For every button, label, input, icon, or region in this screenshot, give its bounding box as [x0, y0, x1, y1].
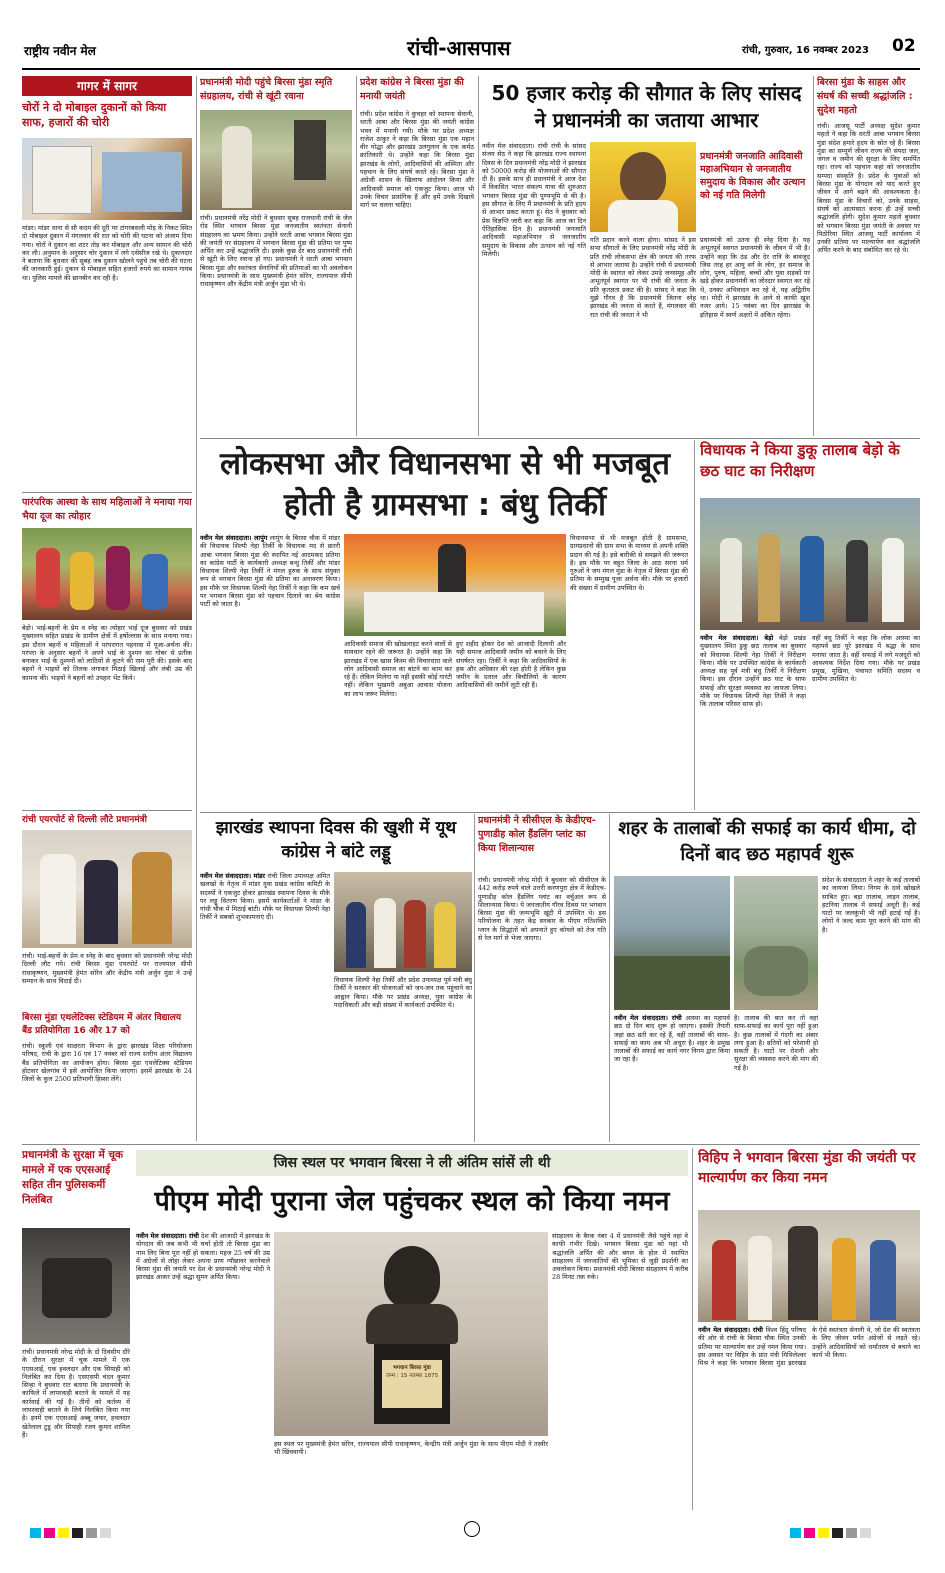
bust-photo	[274, 1232, 548, 1436]
col3-headline: प्रदेश कांग्रेस ने बिरसा मुंडा की मनायी जयंती	[360, 77, 464, 102]
jail-body-left	[136, 1232, 270, 1436]
newspaper-logo: राष्ट्रीय नवीन मेल	[24, 44, 96, 58]
pond-photo-1	[614, 876, 730, 1010]
column-divider	[474, 814, 475, 1142]
youth-body-right: विधायक शिल्पी नेहा तिर्की और प्रदेश उपाध्यक्ष पूर्व मंत्री बंधु तिर्की ने सरकार की योजनाओं को जन-जन तक पहुंचाने का आह्वान किया। मौके पर प्रखंड अध्यक्ष, युवा कांग्रेस के पदाधिकारी और बड़ी संख्या में कार्यकर्ता उपस्थित थे।	[334, 976, 472, 1009]
swatch-magenta	[804, 1528, 815, 1538]
jail-byline: नवीन मेल संवाददाता। रांची	[136, 1232, 199, 1240]
col2-headline: प्रधानमंत्री मोदी पहुंचे बिरसा मुंडा स्मृति संग्रहालय, रांची से खूंटी रवाना	[200, 77, 333, 102]
swatch-cyan	[30, 1528, 41, 1538]
swatch-grey	[86, 1528, 97, 1538]
jail-strap: जिस स्थल पर भगवान बिरसा ने ली अंतिम सांसें ली थी	[136, 1150, 688, 1176]
talab-headline: शहर के तालाबों की सफाई का कार्य धीमा, दो दिनों बाद छठ महापर्व शुरू	[618, 818, 916, 865]
youth-text-left: रांची जिला उपाध्यक्ष अमित खलखो के नेतृत्व में मांडर युवा प्रखंड कांग्रेस कमिटी के सदस्यों ने एकजुट होकर झारखंड स्थापना दिवस के मौके पर लड्डू वितरण किया। इसमें कार्यकर्ताओं ने मांडर के गांधी चौक में मिठाई बांटी। मौके पर विधायक शिल्पी नेहा तिर्की ने सबको शुभकामनाएं दी।	[200, 872, 330, 922]
jail-headline: पीएम मोदी पुराना जेल पहुंचकर स्थल को किया नमन	[154, 1186, 670, 1217]
gramsabha-headline: लोकसभा और विधानसभा से भी मजबूत होती है ग्रामसभा : बंधु तिर्की	[219, 446, 671, 523]
gramsabha-text-left: लापुंग के बिरसा चौक में मांडर की विधायक शिल्पी नेहा तिर्की के विधायक मद से छतरी आबा भगवान बिरसा मुंडा की स्थापित नई आदमकद प्रतिमा का कांग्रेस पार्टी के कार्यकारी अध्यक्ष बन्धु तिर्की और मांडर विधायक शिल्पी नेहा तिर्की ने मंगल हुरुक के साथ संयुक्त रूप से भगवान बिरसा मुंडा की प्रतिमा का अनावरण किया। इस मौके पर विधायक शिल्पी नेहा तिर्की ने कहा कि कम खर्च पर भगवान बिरसा मुंडा को पहचान दिलाने का श्रेय कांग्रेस पार्टी को जाता है।	[200, 534, 340, 609]
column-divider	[356, 76, 357, 436]
pm-airport-photo	[22, 830, 192, 948]
talab-body-right: संदेश के संवाददाता ने शहर के कई तालाबों का जायजा लिया। निगम के दावे खोखले साबित हुए। बड़ा तालाब, लाइन तालाब, हटनिया तालाब में सफाई अधूरी है। कई घाटों पर जलकुंभी भी नहीं हटाई गई है। लोगों ने जल्द काम पूरा करने की मांग की है।	[822, 876, 920, 934]
vidhayak-body-right: वहीं बंधु तिर्की ने कहा कि लोक आस्था का महापर्व छठ पूरे झारखंड में श्रद्धा के साथ मनाया जाता है। वहीं सफाई में लगे मजदूरों को आवश्यक निर्देश दिया गया। मौके पर प्रखंड प्रमुख, मुखिया, पंचायत समिति सदस्य व ग्रामीण उपस्थित थे।	[812, 634, 920, 684]
ccl-headline: प्रधानमंत्री ने सीसीएल के केडीएच-पुणाडीह कोल हैंडलिंग प्लांट का किया शिलान्यास	[478, 815, 596, 854]
bust-plaque	[382, 1360, 442, 1408]
police-photo	[22, 1228, 130, 1344]
right-top-headline: बिरसा मुंडा के साहस और संघर्ष की सच्ची श्रद्धांजलि : सुदेश महतो	[817, 77, 913, 116]
youth-byline: नवीन मेल संवाददाता। मांडर	[200, 872, 266, 880]
divider	[200, 812, 920, 813]
swatch-black	[72, 1528, 83, 1538]
story5-body: रांची। प्रधानमंत्री नरेन्द्र मोदी के दो दिवसीय दौरे के दौरान सुरक्षा में चूक मामले में एक एएसआई, एक हवलदार और एक सिपाही को निलंबित कर दिया है। एसएसपी चंदन कुमार सिन्हा ने बुधवार रात बताया कि प्रधानमंत्री के काफिले में लापरवाही बरतने के मामले में यह कार्रवाई की गई है। तीनों को कर्तव्य में लापरवाही बरतने के लिये निलंबित किया गया है। इनमें एक एएसआई अब्बू जफर, हवलदार खेतेलाल टुडू और सिपाही रंजन कुमार शामिल हैं।	[22, 1348, 130, 1439]
section-band: गागर में सागर	[22, 76, 192, 96]
talab-text-left: आस्था का महापर्व छठ दो दिन बाद शुरू हो जाएगा। इसकी तैयारी जहां छठ व्रती कर रहे हैं, वहीं तालाबों की साफ-सफाई का काम अब भी अधूरा है। शहर के प्रमुख तालाबों की सफाई का कार्य नगर निगम द्वारा किया जा रहा है।	[614, 1014, 730, 1064]
column-divider	[478, 76, 479, 436]
youth-body-left	[200, 872, 330, 1140]
divider	[22, 492, 192, 493]
gramsabha-body-mid2: हुए शहीद होकर देश को आजादी दिलायी और यही समाज आदिवासी जमीन को बचाने के लिए संघर्षरत रहा। तिर्की ने कहा कि आदिवासियों के हक और अधिकार की रक्षा होती है लेकिन कुछ जमीन के दलाल और बिचौलियों के कारण आदिवासियों की जमीनें लूटी रही हैं।	[456, 640, 566, 690]
page-number: 02	[892, 36, 916, 56]
vidhayak-body-left	[700, 634, 806, 810]
column-divider	[694, 440, 695, 810]
statue-unveil-photo	[344, 534, 566, 636]
right-top-body: रांची। आजसू पार्टी अध्यक्ष सुदेश कुमार महतो ने कहा कि धरती आबा भगवान बिरसा मुंडा संदेश हमारे हृदय के स्रोत रहे हैं। बिरसा मुंडा का सम्पूर्ण जीवन राज्य की संपदा जल, जंगल व जमीन की सुरक्षा के लिए समर्पित रहा। राज्य को पहचान कहां को जनजातीय सम्पदा संस्कृति है। प्रदेश के युवाओं को बिरसा मुंडा के योगदान को याद करते हुए जीवन में आगे बढ़ने की आवश्यकता है। बिरसा मुंडा के विचारों को, उनके साहस, संघर्ष को आत्मसात करना ही उन्हें सच्ची श्रद्धांजलि होगी। सुदेश कुमार महतो बुधवार को भगवान बिरसा मुंडा जयंती के अवसर पर पिठोरिया स्थित आजसू पार्टी कार्यालय में उनकी प्रतिमा पर माल्यार्पण कर श्रद्धांजलि अर्पित करने के बाद संबोधित कर रहे थे।	[817, 122, 920, 255]
talab-body-mid: है। तालाब की बात कर तो वहां साफ-सफाई का कार्य पूरा नहीं हुआ है। कुछ तालाबों में गंदगी का अंबार लगा हुआ है। व्रतियों को परेशानी हो सकती है। घाटों पर रोशनी और सुरक्षा की व्यवस्था करने की मांग की गई है।	[734, 1014, 818, 1072]
bhai-dooj-photo	[22, 528, 192, 620]
ccl-body: रांची। प्रधानमंत्री नरेन्द्र मोदी ने बुधवार को सीसीएल के 442 करोड़ रुपये वाले उत्तरी करणपुरा क्षेत्र में केडीएच-पुणाडीह कोल हैंडलिंग प्लांट का वर्चुअल रूप से शिलान्यास किया। ये जनजातीय गौरव दिवस पर भगवान बिरसा मुंडा की जन्मभूमि खूंटी में उपस्थित थे। इस परियोजना के तहत केंद्र सरकार के पीएम गतिशक्ति प्लान के सिद्धांतों को अपनाते हुए कोयले को तेज गति से रेल मार्ग से भेजा जाएगा।	[478, 876, 606, 943]
story1-body: मांडर। मांडर थाना से सौ कदम की दूरी पर टांगरबसली मोड़ के निकट स्थित दो मोबाइल दुकान में मंगलवार की रात को चोरी की घटना को अंजाम दिया गया। चोरों ने दुकान का शटर तोड़ कर मोबाइल और अन्य सामान की चोरी कर ली। अनुमान के अनुसार चोर दुकान में लगे एसेसीज रखे थे। दुकानदार ने बताया कि बुधवार की सुबह जब दुकान खोलने पहुंचे तब चोरी की घटना की जानकारी हुई। दुकान से मोबाइल सहित हजारों रुपये का सामान गायब था। पुलिस मामले की छानबीन कर रही है।	[22, 224, 192, 282]
gramsabha-body-left	[200, 534, 340, 810]
column-divider	[196, 76, 197, 1141]
story3-body: रांची। भाई-बहनों के प्रेम व स्नेह के बाद बुधवार को प्रधानमंत्री नरेन्द्र मोदी दिल्ली लौट गये। रांची बिरसा मुंडा एयरपोर्ट पर राज्यपाल सीपी राधाकृष्णन, मुख्यमंत्री हेमंत सोरेन और केंद्रीय मंत्री अर्जुन मुंडा ने उन्हें सम्मान के साथ विदाई दी।	[22, 952, 192, 985]
laddu-distribution-photo	[334, 872, 472, 972]
story4-body: रांची। स्कूली एवं साक्षरता विभाग के द्वारा झारखंड शिक्षा परियोजना परिषद, रांची के द्वारा 16 एवं 17 नवंबर को राज्य स्तरीय अंतर विद्यालय बैंड प्रतियोगिता का आयोजन होगा। बिरसा मुंडा एथलेटिक्स स्टेडियम होटवार खेलगांव में इसे आयोजित किया जाएगा। इसमें झारखंड के 24 जिलों के कुल 2500 प्रतिभागी हिस्सा लेंगे।	[22, 1042, 192, 1084]
color-bar-right	[790, 1524, 920, 1538]
talab-body-left	[614, 1014, 730, 1140]
top-headline: 50 हजार करोड़ की सौगात के लिए सांसद ने प्रधानमंत्री का जताया आभार	[491, 81, 802, 132]
vhp-garland-photo	[698, 1210, 920, 1322]
vidhayak-byline: नवीन मेल संवाददाता। बेड़ो	[700, 634, 774, 642]
youth-headline: झारखंड स्थापना दिवस की खुशी में यूथ कांग्रेस ने बांटे लड्डू	[215, 818, 457, 862]
mobile-shop-photo	[22, 138, 192, 220]
gramsabha-byline: नवीन मेल संवाददाता। लापुंग	[200, 534, 268, 542]
vhp-body	[698, 1326, 920, 1510]
swatch-cyan	[790, 1528, 801, 1538]
chhath-ghat-photo	[700, 498, 920, 630]
swatch-grey	[846, 1528, 857, 1538]
vidhayak-text-left: बेड़ो प्रखंड मुख्यालय स्थित डुकू छठ तालाब का बुधवार को विधायक शिल्पी नेहा तिर्की ने निरीक्षण किया। मौके पर उपस्थित कांग्रेस के कार्यकारी अध्यक्ष सह पूर्व मंत्री बंधु तिर्की ने निरीक्षण किया। इस दौरान उन्होंने छठ घाट के साफ सफाई और सुरक्षा व्यवस्था का जायजा लिया। मौके पर विधायक शिल्पी नेहा तिर्की ने कहा कि तालाब परिसर साफ हो।	[700, 634, 806, 709]
top-body-left: नवीन मेल संवाददाता। रांची रांची के सांसद संजय सेठ ने कहा कि झारखंड राज्य स्थापना दिवस के दिन प्रधानमंत्री नरेंद्र मोदी ने झारखंड को 50000 करोड़ की योजनाओं की सौगात दी है। इसके साथ ही प्रधानमंत्री ने आज देश में विकसित भारत संकल्प यात्रा की शुरुआत भगवान बिरसा मुंडा की पुण्यभूमि से की है। इस सौगात के लिए मैं प्रधानमंत्री के प्रति हृदय से आभार प्रकट करता हूं। सेठ ने बुधवार को प्रेस विज्ञप्ति जारी कर कहा कि आज का दिन ऐतिहासिक दिन है। प्रधानमंत्री जनजाति आदिवासी महाअभियान से जनजातीय समुदाय के विकास और उत्थान को नई गति मिलेगी।	[482, 142, 586, 258]
jail-text-left: देश की आजादी में झारखंड के योगदान की जब कभी भी चर्चा होती तो बिरसा मुंडा का नाम लिए बिना पूरा नहीं हो सकता। महज 25 वर्ष की उम्र में अंग्रेजों से लोहा लेकर अपना प्राण न्यौछावर करनेवाले बिरसा मुंडा की जयंती पर देश के प्रधानमंत्री नरेन्द्र मोदी ने झारखंड आकर उन्हें श्रद्धा सुमन अर्पित किया।	[136, 1232, 270, 1282]
swatch-lightgrey	[100, 1528, 111, 1538]
col3-body: रांची। प्रदेश कांग्रेस ने कुचहर को स्थापना सेवानी, धरती आबा और बिरसा मुंडा की जयंती कांग्रेस भवन में मनायी गयी। मौके पर प्रदेश अध्यक्ष राजेश ठाकुर ने कहा कि बिरसा मुंडा एक महान वीर योद्धा और झारखंड उलगुलान के एक कर्मठ क्रांतिकारी थे। उन्होंने कहा कि बिरसा मुंडा झारखंड के लोगों, आदिवासियों की अस्मिता और पहचान के लिए संघर्ष करते रहे। बिरसा मुंडा ने अंग्रेजी शासन के खिलाफ आंदोलन किया और आदिवासी समाज को एकजुट किया। आज भी उनके विचार प्रासंगिक हैं और हमें उनके दिखाये मार्ग पर चलना चाहिए।	[360, 110, 474, 210]
vhp-text: विश्व हिंदू परिषद की ओर से रांची के बिरसा चौक स्थित उनकी प्रतिमा पर माल्यार्पण कर उन्हें नमन किया गया। इस अवसर पर विहिप के प्रांत मंत्री मिथिलेश्वर मिश्र ने कहा कि भगवान बिरसा मुंडा झारखंड के ऐसे स्वतंत्रता सेनानी थे, जो देश की स्वतंत्रता के लिए जीवन पर्यंत अंग्रेजों से लड़ते रहे। उन्होंने आदिवासियों को धर्मांतरण से बचाने का कार्य भी किया।	[698, 1326, 920, 1368]
plaque-subtitle: जन्म : 15 नवम्बर 1875	[385, 1373, 439, 1379]
story3-headline: रांची एयरपोर्ट से दिल्ली लौटे प्रधानमंत्री	[22, 815, 147, 825]
swatch-magenta	[44, 1528, 55, 1538]
pond-photo-2	[734, 876, 818, 1010]
divider	[200, 438, 920, 439]
column-divider	[692, 1148, 693, 1510]
col2-body: रांची। प्रधानमंत्री नरेंद्र मोदी ने बुधवार सुबह राजधानी रांची के जेल रोड स्थित भगवान बिरसा मुंडा जनजातीय स्वतंत्रता सेनानी संग्रहालय का भ्रमण किया। उन्होंने धरती आबा भगवान बिरसा मुंडा की जयंती पर संग्रहालय में भगवान बिरसा मुंडा की प्रतिमा पर पुष्प अर्पित कर उन्हें श्रद्धांजलि दी। इसके कुछ देर बाद प्रधानमंत्री रांची से खूंटी के लिए रवाना हो गए। प्रधानमंत्री ने धरती आबा भगवान बिरसा मुंडा और स्वतंत्रता सेनानियों की प्रतिमाओं का भी अवलोकन किया। प्रधानमंत्री के साथ मुख्यमंत्री हेमंत सोरेन, राज्यपाल सीपी राधाकृष्णन और केंद्रीय मंत्री अर्जुन मुंडा भी थे।	[200, 214, 352, 289]
plaque-title: भगवान बिरसा मुंडा	[393, 1365, 431, 1371]
story1-headline: चोरों ने दो मोबाइल दुकानों को किया साफ, हजारों की चोरी	[22, 101, 167, 129]
vhp-headline: विहिप ने भगवान बिरसा मुंडा की जयंती पर माल्यार्पण कर किया नमन	[698, 1150, 916, 1186]
pull-quote: प्रधानमंत्री जनजाति आदिवासी महाअभियान से जनजातीय समुदाय के विकास और उत्थान को नई गति मिलेगी	[700, 151, 806, 201]
column-divider	[609, 814, 610, 1142]
column-divider	[813, 76, 814, 436]
story2-body: बेड़ो। भाई-बहनों के प्रेम व स्नेह का त्योहार भाई दूज बुधवार को प्रखंड मुख्यालय सहित प्रखंड के ग्रामीण क्षेत्रों में हर्षोल्लास के साथ मनाया गया। इस दौरान बहनों व महिलाओं ने परंपरागत पहनावा में पूजा-अर्चना की। परंपरा के अनुसार बहनों ने अपने भाई के दुश्मन का गोबर से प्रतीक बनाकर भाई के दुश्मनों को लाठियों से कूटने की रस्म पूरी की। इसके बाद बहनों ने भाइयों को तिलक लगाकर मिठाई खिलाई और लंबी उम्र की कामना की। भाइयों ने बहनों को उपहार भेंट किये।	[22, 624, 192, 682]
dateline: रांची, गुरुवार, 16 नवम्बर 2023	[742, 45, 869, 56]
gramsabha-body-right: विधानसभा से भी मजबूत होती है ग्रामसभा, ग्रामप्रधानों की ग्राम सभा के माध्यम से अपनी शक्ति प्रदान की गई है। इसे बारीकी से समझने की जरूरत है। इस मौके पर बहुत जिला के आठ सरना धर्म गुरुओं ने जय मंगल मुंडा के नेतृत्व में बिरसा मुंडा की प्रतिमा के सम्मुख पूजा अर्चना की। मौके पर हजारों की संख्या में ग्रामीण उपस्थित थे।	[570, 534, 688, 592]
registration-mark	[464, 1521, 480, 1537]
vidhayak-headline: विधायक ने किया डुकू तालाब बेड़ो के छठ घाट का निरीक्षण	[700, 441, 900, 480]
story4-headline: बिरसा मुंडा एथलेटिक्स स्टेडियम में अंतर विद्यालय बैंड प्रतियोगिता 16 और 17 को	[22, 1013, 182, 1036]
swatch-yellow	[818, 1528, 829, 1538]
swatch-yellow	[58, 1528, 69, 1538]
color-bar-left	[30, 1524, 230, 1538]
museum-photo	[200, 110, 352, 210]
mp-portrait-photo	[590, 142, 696, 232]
swatch-black	[832, 1528, 843, 1538]
divider	[22, 810, 192, 811]
story5-headline: प्रधानमंत्री के सुरक्षा में चूक मामले में एक एएसआई सहित तीन पुलिसकर्मी निलंबित	[22, 1149, 124, 1206]
vhp-byline: नवीन मेल संवाददाता। रांची	[698, 1326, 763, 1334]
gramsabha-body-mid1: आदिवासी समाज की खोखलाहट करने वालों से सावधान रहने की जरूरत है। उन्होंने कहा कि झारखंड में एक खास किस्म की विचारधारा वाले लोग आदिवासी समाज का बांटने का काम कर रहे हैं। लेकिन मिलेगा या नहीं इसकी कोई गारंटी नहीं। लेकिन भुखमरी अबुआ आवास योजना का लाभ जरूर मिलेगा।	[344, 640, 452, 698]
story2-headline: पारंपरिक आस्था के साथ महिलाओं ने मनाया गया भैया दूज का त्योहार	[22, 497, 192, 522]
top-body-right: प्रधानमंत्री को उतना ही स्नेह दिया है। यह अभूतपूर्व स्वागत प्रधानमंत्री के जीवन में भी है। उन्होंने कहा कि ठंड और देर रात्रि के बावजूद जिस तरह हर आयु वर्ग के लोग, हर समाज के लोग, पुरुष, महिला, बच्चों और युवा सड़कों पर खड़े होकर प्रधानमंत्री का जोरदार स्वागत कर रहे थे, उनका अभिवादन कर रहे थे, यह अद्वितीय था। मोदी ने झारखंड के आने से काफी खुश नजर आये। 15 नवंबर का दिन झारखंड के इतिहास में स्वर्ण अक्षरों में अंकित रहेगा।	[700, 236, 810, 319]
talab-byline: नवीन मेल संवाददाता। रांची	[614, 1014, 682, 1022]
masthead	[22, 30, 920, 68]
swatch-lightgrey	[860, 1528, 871, 1538]
jail-caption: इस स्थल पर मुख्यमंत्री हेमंत सोरेन, राज्यपाल सीपी राधाकृष्णन, केन्द्रीय मंत्री अर्जुन मुंडा के साथ पीएम मोदी ने तस्वीर भी खिंचवायी।	[274, 1440, 548, 1457]
divider	[22, 1144, 920, 1145]
top-body-mid: गति प्रदान करने वाला होगा। सांसद ने इस सभा सौगातों के लिए प्रधानमंत्री नरेंद्र मोदी के प्रति रांची लोकसभा क्षेत्र की जनता की तरफ से आभार जताया है। उन्होंने रांची में प्रधानमंत्री मोदी के स्वागत को लेकर उमड़े जनसमूह और अभूतपूर्व स्वागत पर भी रांची की जनता के प्रति कृतज्ञता प्रकट की है। सांसद ने कहा कि मुझे गौरव है कि प्रधानमंत्री जितना स्नेह झारखंड की जनता से करते हैं, मंगलवार की रात रांची की जनता ने भी	[590, 236, 696, 319]
jail-body-right: संग्रहालय के बैरक नंबर 4 में प्रधानमंत्री जैसे पहुंचे वहां वे काफी गंभीर दिखे। भगवान बिरसा मुंडा को यहां भी श्रद्धांजलि अर्पित की और बगल के होल में स्थापित संग्रहालय में जनजातियों की भूमिका से जुड़ी प्रदर्शनी का अवलोकन किया। प्रधानमंत्री मोदी बिरसा संग्रहालय में करीब 28 मिनट तक रुके।	[552, 1232, 688, 1282]
masthead-rule	[22, 68, 920, 70]
section-title: रांची-आसपास	[407, 36, 511, 60]
